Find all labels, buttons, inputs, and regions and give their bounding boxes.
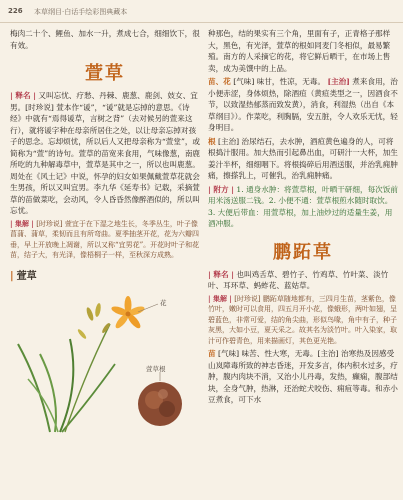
herb-title-yazhicao: 鹏跖草 [273, 241, 333, 263]
jijie-paragraph [10, 219, 200, 261]
figure-label: | 萱草 [10, 270, 37, 282]
shiming2-paragraph [208, 269, 398, 292]
gen-text: [主治] 治尿结石，去水肿，酒疸黄色遍身的人，可将根捣汁服用。加大热而引起鼻出血，可研汁一大杯，加生姜汁半杯，细细咽下。将根捣碎后用酒送服，并治乳痈肿痛，擦搽乳上，可催乳，治乳痈肿痛。 [208, 136, 398, 180]
caption-flower: 花 [160, 298, 167, 307]
miao2-paragraph [208, 348, 398, 406]
xuancao-plant-drawing [10, 284, 200, 434]
jijie2-label: | 集解 | [208, 293, 232, 303]
shiming-label: | 释名 | [10, 91, 36, 100]
jijie-text: [时珍说] 萱宜于在下湿之地生长，冬季丛生，叶子像菖蒲、蒲草，柔韧而且有所弯曲。夏季抽茎开花，花为六瓣四垂，早上开放晚上凋谢，所以又称“宜男花”。开花时叶子和花苗，结子大，有光泽，像梧桐子一样，至秋深方成熟。 [10, 219, 200, 259]
page-header [0, 0, 403, 23]
miao2-label: 苗 [208, 349, 216, 358]
jijie2-text: [时珍说] 鹏跖草随地都有，三四月生苗，茎紫色，像竹叶，嫩时可以食用，四五月开小花，像蛾形，两叶如翅，呈碧蓝色，非常可爱，结的角尖曲，形似鸟喙，角中有子，种子灰黑，大如小豆，夏天采之。故其名为淡竹叶。叶入染家，取汁可作碧青色，用来描画灯，其色更光艳。 [208, 294, 397, 345]
page-number: 226 [8, 7, 23, 15]
right-column [208, 28, 398, 408]
shiming-text: 又叫忘忧、疗愁、丹棘、鹿葱、鹿剑、妓女、宜男。[时珍说] 萱本作“谖”，“谖”就是忘掉的意思。《诗经》中就有“焉得谖草，言树之背”（去对候另的萱来这行），就将谖字种在母亲所居住之处，以让母亲忘掉对孩子的思念。忘却烦忧，所以后人又把母亲称为“萱堂”，或简称为“萱”的诗句。萱草的苗宽来食用，气味像葱，南鹿所吃的九种解毒草中，萱草是其中之一，所以也叫鹿葱。周处在《风土记》中说，怀孕的妇女如果佩戴萱草花就会生男孩，所以又叫宜男。李九华《延寿书》记载，采摘萱草的苗做菜吃，会动风，令人昏昏然像醉酒似的，所以叫忘忧。 [10, 91, 201, 215]
miao-hua-label: 苗、花 [208, 77, 231, 86]
shiming-paragraph [10, 90, 200, 217]
miao2-text: [气味] 味苦、性大寒，无毒。[主治] 治寒热及因感受山岚障毒所致的神志昏迷，开发多言，体内积水过多，疗肿，腹内肉块不消，又治小儿丹毒，发热，癫痫，腹部结块，全身气肿，热淋，还治蛇犬咬伤、痈疽等毒。和赤小豆煮食，可下水 [208, 349, 398, 404]
fufang-label: | 附方 | [208, 184, 234, 194]
left-intro-text: 梅肉二十个、鲤鱼、加水一升，煮成七合，细细饮下，很有效。 [10, 29, 200, 50]
fufang-text: 1. 通身水肿：将萱草根，叶晒干研细，每次饭前用米汤送服二钱。2. 小便不通：萱草根煎水随时取饮。3. 大便后带血：用萱草根，加上油炒过的适量生姜，用酒冲服。 [208, 184, 398, 228]
caption-root: 萱草根 [146, 364, 166, 373]
xuancao-illustration [10, 284, 200, 434]
miao-hua-zhuzhi-label: [主治] [327, 77, 350, 86]
right-intro-text: 种那色，结的果实有三个角，里面有子，正青格子那样大，黑色，有光泽，萱草的根如同麦门冬相似，最易繁殖。南方的人采摘它的花，将它鲜后晒干，在市场上售卖，成为美馔中的上品。 [208, 29, 391, 73]
shiming2-label: | 释名 | [208, 269, 234, 279]
herb-title-xuancao: 萱草 [85, 63, 125, 84]
gen-label: 根 [208, 136, 216, 146]
left-column [10, 28, 200, 434]
shiming2-text: 也叫鸡舌草、碧竹子、竹鸡草、竹叶菜、淡竹叶、耳环草、蚂蚱花、蓝姑草。 [208, 269, 389, 290]
miao-hua-paragraph [208, 76, 398, 134]
jijie-label: | 集解 | [10, 218, 34, 228]
miao-hua-qiwei: [气味] 味甘，性凉，无毒。 [233, 77, 326, 86]
fufang-paragraph [208, 184, 398, 230]
jijie2-paragraph [208, 294, 398, 347]
gen-paragraph [208, 136, 398, 182]
book-title: 本草纲目·白话手绘彩图典藏本 [34, 8, 128, 16]
miao-hua-zhuzhi-text: 煮来食用，治小便赤涩，身体烦热，除酒疸（黄疸类型之一，因酒食不节，以致湿热郁蒸而致发黄），消食，利湿热（出自《本草纲目》）。作菜吃，利胸膈，安五脏，令人欢乐无忧，轻身明目。 [208, 77, 398, 132]
